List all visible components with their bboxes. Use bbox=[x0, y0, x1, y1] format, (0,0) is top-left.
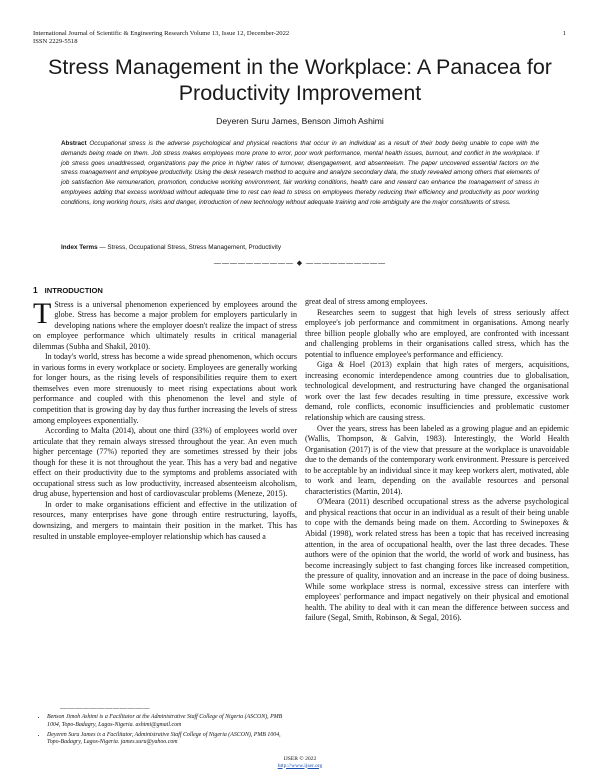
journal-link[interactable]: http://www.ijser.org bbox=[277, 762, 323, 769]
paragraph: O'Meara (2011) described occupational stress as the adverse psychological and physical reactions that occur in an individual as a result of their being unable to cope with the demands being made on them. According to Swinepoxes & Abidal (1998), work related stress has been a topic that has received increasing attention, in the area of occupational health, over the last three decades. These authors were of the opinion that the world, the world of work and business, has become increasingly subject to fast changing forces like increased competition, the pressure of quality, innovation and an increase in the pace of doing business. While some workplace stress is normal, excessive stress can interfere with employees' performance and impact negatively on their physical and emotional health. The ability to deal with it can mean the difference between success and failure (Segal, Smith, Robinson, & Segal, 2016). bbox=[305, 497, 569, 623]
paragraph: According to Malta (2014), about one third (33%) of employees world over articulate that they remain always stressed throughout the year. An even much higher percentage (77%) reported they are sometimes stressed by their jobs though for these it is not throughout the year. This has a very bad and negative effect on their productivity due to the symptoms and problems associated with occupational stress such as low productivity, increased absenteeism alcoholism, drug abuse, hypertension and host of cardiovascular problems (Meneze, 2015). bbox=[33, 426, 297, 499]
page-footer bbox=[0, 756, 600, 769]
abstract bbox=[61, 139, 539, 207]
paper-title: Stress Management in the Workplace: A Panacea for Productivity Improvement bbox=[48, 55, 552, 105]
section-heading bbox=[33, 285, 297, 297]
copyright: IJSER © 2022 bbox=[283, 756, 317, 762]
index-terms-label: Index Terms bbox=[61, 244, 98, 251]
footnotes bbox=[33, 714, 295, 749]
paragraph: great deal of stress among employees. bbox=[305, 297, 428, 306]
paragraph: T Stress is a universal phenomenon experienced by employees around the globe. Stress has become a major problem for employers particularly in developing nations where the employer doesn't realize the impact of stress on employee performance which ultimately results in critical managerial dilemmas (Subha and Shakil, 2010). bbox=[33, 296, 297, 351]
paragraph: Over the years, stress has been labeled as a growing plague and an epidemic (Wallis, Thompson, & Galvin, 1983). Interestingly, the World Health Organisation (2017) is of the view that pressure at the workplace is unavoidable due to the demands of the contemporary work environment. Pressure is perceived to be acceptable by an individual since it may keep workers alert, motivated, able to work and learn, depending on the available resources and personal characteristics (Martin, 2014). bbox=[305, 423, 569, 496]
section-title: INTRODUCTION bbox=[44, 286, 103, 295]
footnote-rule: ———————————— bbox=[60, 704, 150, 712]
index-terms-text: — Stress, Occupational Stress, Stress Management, Productivity bbox=[99, 244, 282, 251]
issn: ISSN 2229-5518 bbox=[33, 38, 78, 46]
page-number: 1 bbox=[562, 30, 566, 37]
paragraph: In today's world, stress has become a wide spread phenomenon, which occurs in various forms in every workplace or society. Employees are generally working for longer hours, as the rising levels of responsibilities require them to exert themselves even more strenuously to meet rising expectations about work performance and coupled with this phenomenon the level and style of competition that is growing day by day thus further increasing the levels of stress among employees exponentially. bbox=[33, 352, 297, 425]
paper-authors: Deyeren Suru James, Benson Jimoh Ashimi bbox=[216, 116, 384, 126]
footnote: • Deyeren Suru James is a Facilitator, Administrative Staff College of Nigeria (ASCON), PMB 1004, Topo-Badagry, Lagos-Nigeria. james.suru@yahoo.com bbox=[47, 732, 295, 748]
right-column bbox=[305, 297, 569, 624]
footnote: • Benson Jimoh Ashimi is a Facilitator at the Administrative Staff College of Nigeria (ASCON), PMB 1004, Topo-Badagry, Lagos-Nigeria. ashimi@gmail.com bbox=[47, 714, 295, 730]
abstract-label: Abstract bbox=[61, 140, 87, 147]
drop-cap: T bbox=[33, 296, 52, 330]
journal-header bbox=[33, 30, 289, 47]
left-column bbox=[33, 285, 297, 542]
paragraph: Researches seem to suggest that high levels of stress seriously affect employee's job performance and commitment in organisations. Among nearly three billion people globally who are employed, are confronted with incessant and challenging problems in their organisations called stress, which has the potential to influence employee's performance and efficiency. bbox=[305, 307, 569, 359]
section-number: 1 bbox=[33, 285, 38, 295]
paragraph: In order to make organisations efficient and effective in the utilization of resources, many enterprises have gone through entire restructuring, layoffs, downsizing, and mergers to maintain their position in the market. This has resulted in unstable employee-employer relationship which has caused a bbox=[33, 499, 297, 541]
paragraph: Giga & Hoel (2013) explain that high rates of mergers, acquisitions, increasing economic interdependence among countries due to globalisation, technological development, and restructuring have changed the organisational work over the last few decades resulting in time pressure, excessive work demand, role conflicts, economic insufficiencies and problematic customer relationship which are causing stress. bbox=[305, 360, 569, 423]
index-terms bbox=[61, 244, 539, 251]
journal-name: International Journal of Scientific & Engineering Research Volume 13, Issue 12, December-2022 bbox=[33, 30, 290, 37]
abstract-text: Occupational stress is the adverse psychological and physical reactions that occur in an individual as a result of their body being unable to cope with the demands being made on them. Job stress makes employees more prone to error, poor work performance, mental health issues, burnout, and conflict in the workplace. If job stress goes unaddressed, organizations pay the price in higher rates of turnover, disengagement, and absenteeism. The paper uncovered essential factors on the stress management and employee productivity. Using the desk research method to acquire and analyze secondary data, the study revealed among others that elements of job satisfaction like remuneration, promotion, conducive working environment, fair working conditions, health care and reward can enhance the management of stress in employees adding that excess workload without adequate time to rest can lead to stress on employees thereby reducing their efficiency and productivity as poor working conditions, long working hours, risks and danger, introduction of new technology without adequate training and role ambiguity are the major constituents of stress. bbox=[61, 140, 539, 206]
section-divider: —————————— ◆ —————————— bbox=[213, 260, 387, 267]
